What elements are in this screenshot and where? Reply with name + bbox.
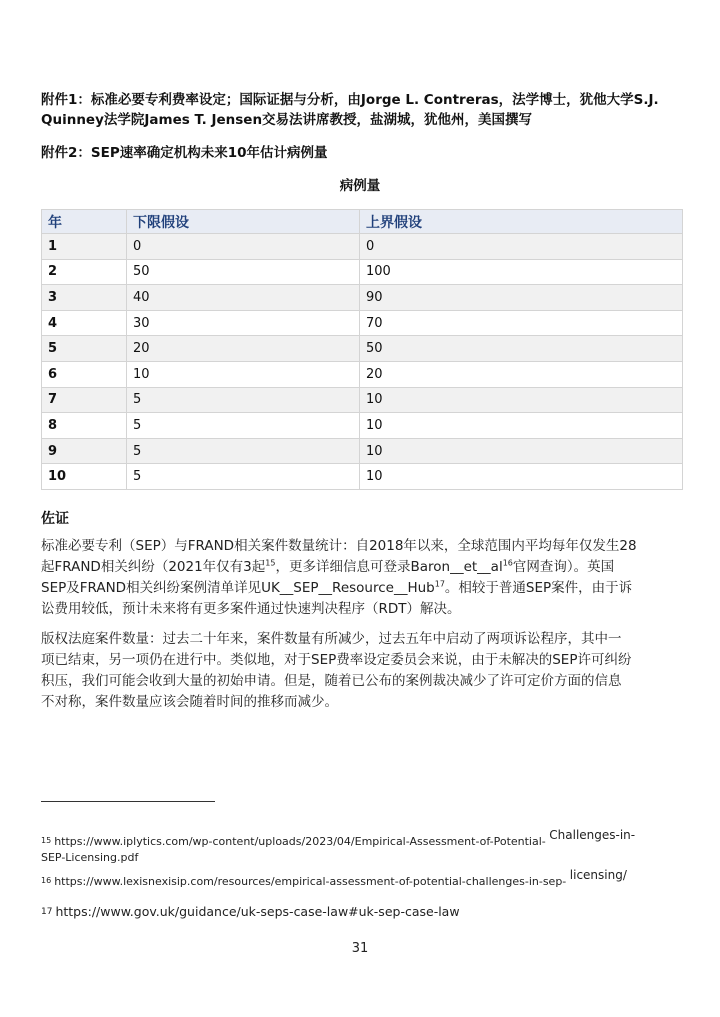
footnote-link[interactable]: https://www.gov.uk/guidance/uk-seps-case-law#uk-sep-case-law <box>55 904 460 919</box>
table-row <box>42 336 683 362</box>
footnote-link-line2[interactable]: SEP-Licensing.pdf <box>41 851 139 864</box>
case-volume-table <box>41 209 683 490</box>
cell-lower: 5 <box>127 464 360 490</box>
paragraph-text: SEP及FRAND相关纠纷案例清单详见UK__SEP__Resource__Hub <box>41 580 435 596</box>
paragraph-line: 积压，我们可能会收到大量的初始申请。但是，随着已公布的案例裁决减少了许可定价方面的信息 <box>41 673 622 689</box>
annex1-heading <box>41 90 691 130</box>
cell-upper: 10 <box>360 464 683 490</box>
evidence-paragraph-2 <box>41 629 685 713</box>
footnote-ref-17[interactable]: 17 <box>434 579 445 589</box>
cell-year: 9 <box>42 438 127 464</box>
footnote-link-tail[interactable]: licensing/ <box>569 868 627 882</box>
cell-lower: 50 <box>127 259 360 285</box>
cell-lower: 40 <box>127 285 360 311</box>
page-number: 31 <box>351 941 369 956</box>
paragraph-text: 起FRAND相关纠纷（2021年仅有3起 <box>41 559 266 575</box>
footnote-link[interactable]: https://www.iplytics.com/wp-content/uploads/2023/04/Empirical-Assessment-of-Potential- <box>54 835 546 848</box>
cell-lower: 20 <box>127 336 360 362</box>
cell-upper: 50 <box>360 336 683 362</box>
annex2-heading: 附件2：SEP速率确定机构未来10年估计病例量 <box>41 145 328 161</box>
header-year: 年 <box>42 210 127 234</box>
footnote-number: 16 <box>41 876 52 885</box>
footnote-ref-16[interactable]: 16 <box>502 558 513 568</box>
footnote-15 <box>41 828 636 866</box>
footnote-link-tail[interactable]: Challenges-in- <box>549 828 636 842</box>
table-row <box>42 310 683 336</box>
paragraph-text: 。相较于普通SEP案件，由于诉 <box>444 580 633 596</box>
annex1-heading-line1: 附件1：标准必要专利费率设定；国际证据与分析，由Jorge L. Contreras，法学博士，犹他大学S.J. <box>41 92 659 108</box>
paragraph-text: 官网查询）。英国 <box>512 559 615 575</box>
table-row <box>42 234 683 260</box>
cell-year: 5 <box>42 336 127 362</box>
paragraph-text: ，更多详细信息可登录Baron__et__al <box>275 559 503 575</box>
evidence-title: 佐证 <box>41 511 69 527</box>
evidence-paragraph-1 <box>41 536 685 620</box>
table-row <box>42 413 683 439</box>
table-row <box>42 361 683 387</box>
table-row <box>42 285 683 311</box>
table-row <box>42 259 683 285</box>
annex1-heading-line2: Quinney法学院James T. Jensen交易法讲席教授，盐湖城，犹他州，美国撰写 <box>41 112 533 128</box>
cell-upper: 10 <box>360 387 683 413</box>
paragraph-line: 不对称，案件数量应该会随着时间的推移而减少。 <box>41 694 338 710</box>
table-row <box>42 464 683 490</box>
cell-year: 8 <box>42 413 127 439</box>
cell-lower: 30 <box>127 310 360 336</box>
cell-lower: 5 <box>127 438 360 464</box>
cell-lower: 5 <box>127 413 360 439</box>
paragraph-line: 标准必要专利（SEP）与FRAND相关案件数量统计：自2018年以来，全球范围内平均每年仅发生28 <box>41 538 637 554</box>
cell-year: 1 <box>42 234 127 260</box>
cell-year: 4 <box>42 310 127 336</box>
paragraph-line <box>41 557 685 578</box>
footnote-link[interactable]: https://www.lexisnexisip.com/resources/empirical-assessment-of-potential-challenges-in-sep- <box>54 875 567 888</box>
paragraph-line: 项已结束，另一项仍在进行中。类似地，对于SEP费率设定委员会来说，由于未解决的SEP许可纠纷 <box>41 652 632 668</box>
table-header-row <box>42 210 683 234</box>
paragraph-line <box>41 578 685 599</box>
cell-upper: 20 <box>360 361 683 387</box>
table-caption: 病例量 <box>339 178 381 194</box>
cell-upper: 10 <box>360 413 683 439</box>
cell-lower: 5 <box>127 387 360 413</box>
cell-year: 7 <box>42 387 127 413</box>
footnote-17 <box>41 904 460 920</box>
cell-lower: 0 <box>127 234 360 260</box>
header-upper-bound: 上界假设 <box>360 210 683 234</box>
footnote-divider <box>41 801 215 802</box>
cell-upper: 0 <box>360 234 683 260</box>
footnote-number: 15 <box>41 836 52 845</box>
cell-upper: 10 <box>360 438 683 464</box>
cell-lower: 10 <box>127 361 360 387</box>
cell-upper: 70 <box>360 310 683 336</box>
cell-year: 2 <box>42 259 127 285</box>
cell-upper: 100 <box>360 259 683 285</box>
footnote-ref-15[interactable]: 15 <box>265 558 276 568</box>
footnote-16 <box>41 868 627 890</box>
cell-upper: 90 <box>360 285 683 311</box>
paragraph-line: 版权法庭案件数量：过去二十年来，案件数量有所减少，过去五年中启动了两项诉讼程序，其中一 <box>41 631 622 647</box>
table-row <box>42 387 683 413</box>
cell-year: 3 <box>42 285 127 311</box>
table-row <box>42 438 683 464</box>
header-lower-bound: 下限假设 <box>127 210 360 234</box>
cell-year: 10 <box>42 464 127 490</box>
footnote-number: 17 <box>41 907 53 917</box>
paragraph-line: 讼费用较低，预计未来将有更多案件通过快速判决程序（RDT）解决。 <box>41 601 461 617</box>
cell-year: 6 <box>42 361 127 387</box>
